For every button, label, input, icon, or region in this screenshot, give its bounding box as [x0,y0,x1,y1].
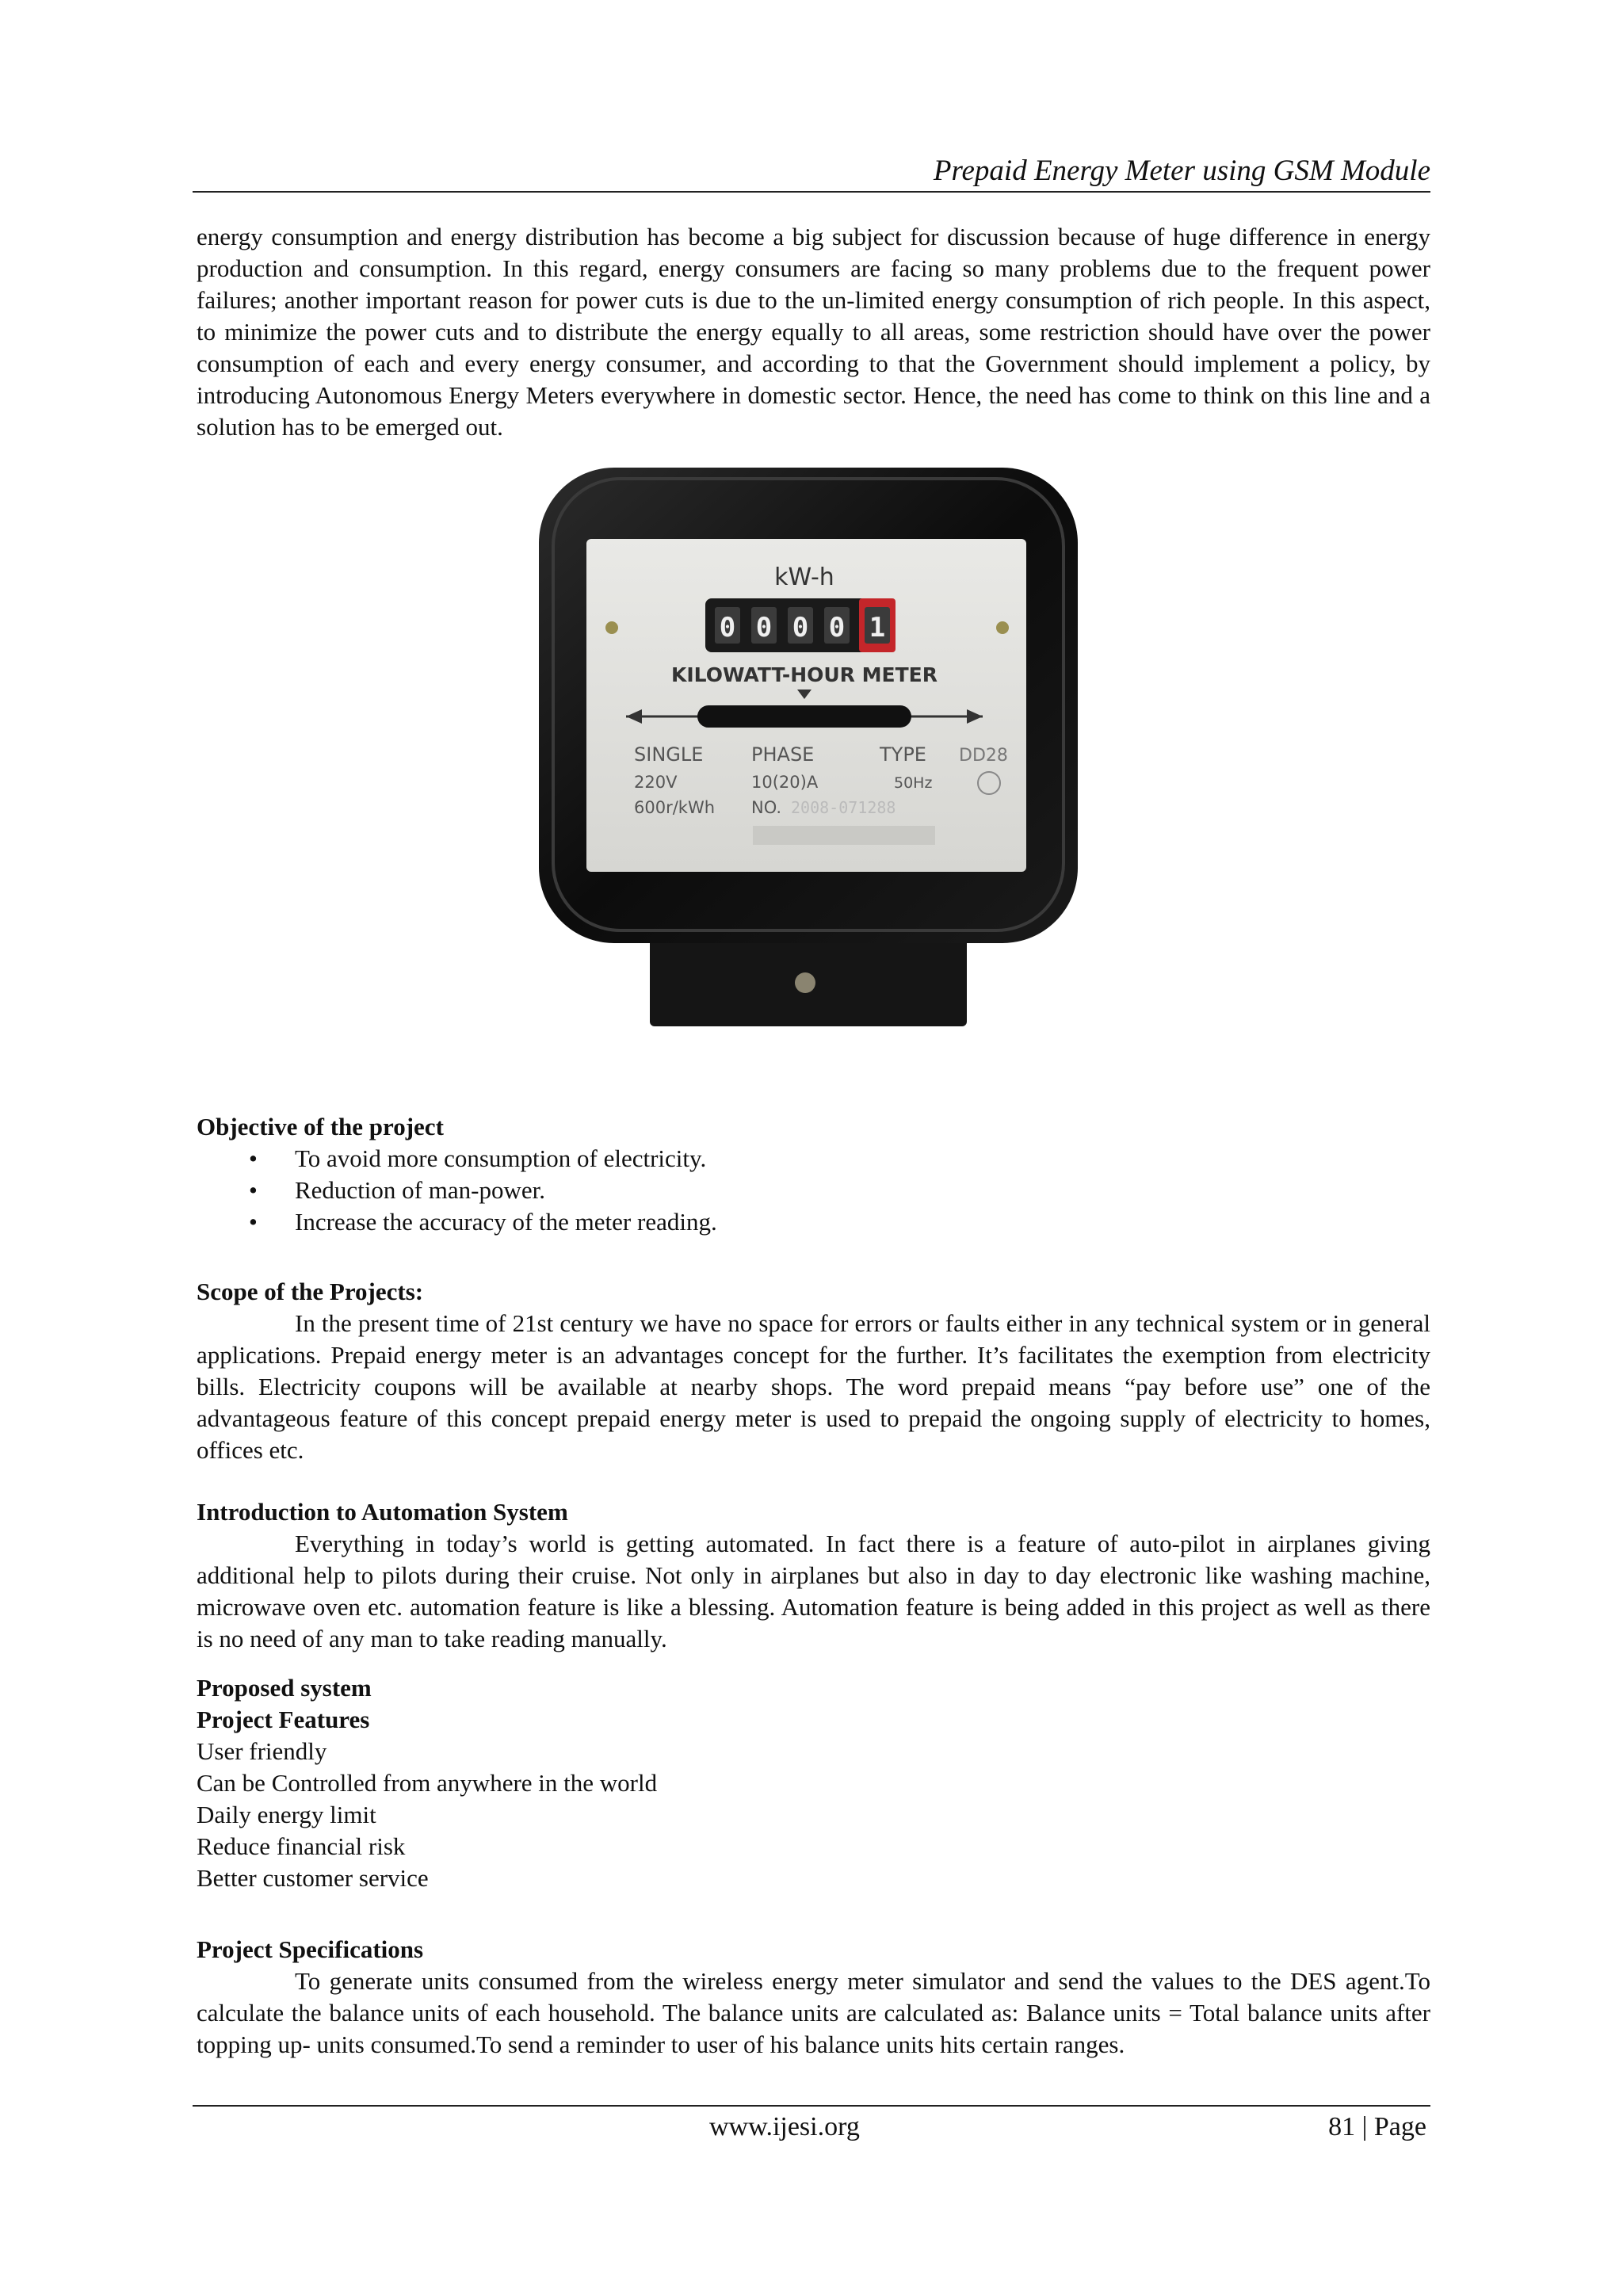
svg-text:SINGLE: SINGLE [634,743,704,766]
proposed-system-heading: Proposed system [197,1674,372,1702]
energy-meter-figure [539,468,1078,1037]
meter-screw [795,972,815,993]
intro-paragraph: energy consumption and energy distribution has become a big subject for discussion because of huge difference in energy production and consumption. In this regard, energy consumers are facing so many problems due to the frequent power failures; another important reason for power cuts is due to the un-limited energy consumption of rich people. In this aspect, to minimize the power cuts and to distribute the energy equally to all areas, some restriction should have over the power consumption of each and every energy consumer, and according to that the Government should implement a policy, by introducing Autonomous Energy Meters everywhere in domestic sector. Hence, the need has come to think on this line and a solution has to be emerged out. [197,223,1430,441]
list-item: Daily energy limit [197,1801,376,1828]
automation-paragraph: Everything in today’s world is getting automated. In fact there is a feature of auto-pilot in airplanes giving additional help to pilots during their cruise. Not only in airplanes but also in day to day electronic like washing machine, microwave oven etc. automation feature is like a blessing. Automation feature is being added in this project as well as there is no need of any man to take reading manually. [197,1530,1430,1652]
bullet-icon: • [249,1208,258,1236]
specifications-paragraph: To generate units consumed from the wireless energy meter simulator and send the values to the DES agent.To calculate the balance units of each household. The balance units are calculated as: Balance units = Total balance units after topping up- units consumed.To send a reminder to user of his balance units hits certain ranges. [197,1967,1430,2058]
automation-heading: Introduction to Automation System [197,1498,568,1526]
footer-url: www.ijesi.org [709,2112,860,2141]
counter-digit: 0 [828,612,846,644]
list-item: Reduce financial risk [197,1832,406,1860]
bullet-icon: • [249,1176,258,1204]
rotor-disc [697,705,911,728]
list-item: Can be Controlled from anywhere in the world [197,1769,658,1797]
header-rule [193,191,1430,193]
counter-digit: 0 [719,612,736,644]
svg-text:2008-071288: 2008-071288 [791,798,896,817]
counter-digit: 1 [869,612,886,644]
project-features-heading: Project Features [197,1706,370,1733]
specifications-heading: Project Specifications [197,1935,424,1963]
counter-digit: 0 [792,612,809,644]
svg-text:TYPE: TYPE [880,743,926,766]
svg-text:NO.: NO. [751,798,782,817]
kwh-label: kW-h [774,563,834,591]
counter-digit: 0 [755,612,773,644]
list-item: • To avoid more consumption of electricity. [197,1143,717,1175]
svg-text:220V: 220V [634,773,678,792]
bullet-icon: • [249,1144,258,1172]
svg-text:600r/kWh: 600r/kWh [634,798,716,817]
list-item: • Increase the accuracy of the meter reading. [197,1206,717,1238]
list-item: User friendly [197,1737,327,1765]
footer-rule [193,2105,1430,2107]
svg-text:10(20)A: 10(20)A [751,773,819,792]
svg-text:50Hz: 50Hz [894,774,933,792]
list-item: Better customer service [197,1864,429,1892]
page-number: 81 | Page [1328,2112,1426,2141]
objective-list [197,1143,717,1238]
list-item: • Reduction of man-power. [197,1175,717,1206]
scope-paragraph: In the present time of 21st century we have no space for errors or faults either in any technical system or in general applications. Prepaid energy meter is an advantages concept for the further. It’s facilitates the exemption from electricity bills. Electricity coupons will be available at nearby shops. The word prepaid means “pay before use” one of the advantageous feature of this concept prepaid energy meter is used to prepaid the ongoing supply of electricity to homes, offices etc. [197,1309,1430,1464]
svg-text:DD28: DD28 [959,746,1008,766]
scope-heading: Scope of the Projects: [197,1278,424,1305]
objective-heading: Objective of the project [197,1113,444,1140]
svg-text:PHASE: PHASE [751,743,815,766]
running-header: Prepaid Energy Meter using GSM Module [933,155,1430,187]
features-list [197,1736,657,1894]
meter-title: KILOWATT-HOUR METER [671,663,938,686]
